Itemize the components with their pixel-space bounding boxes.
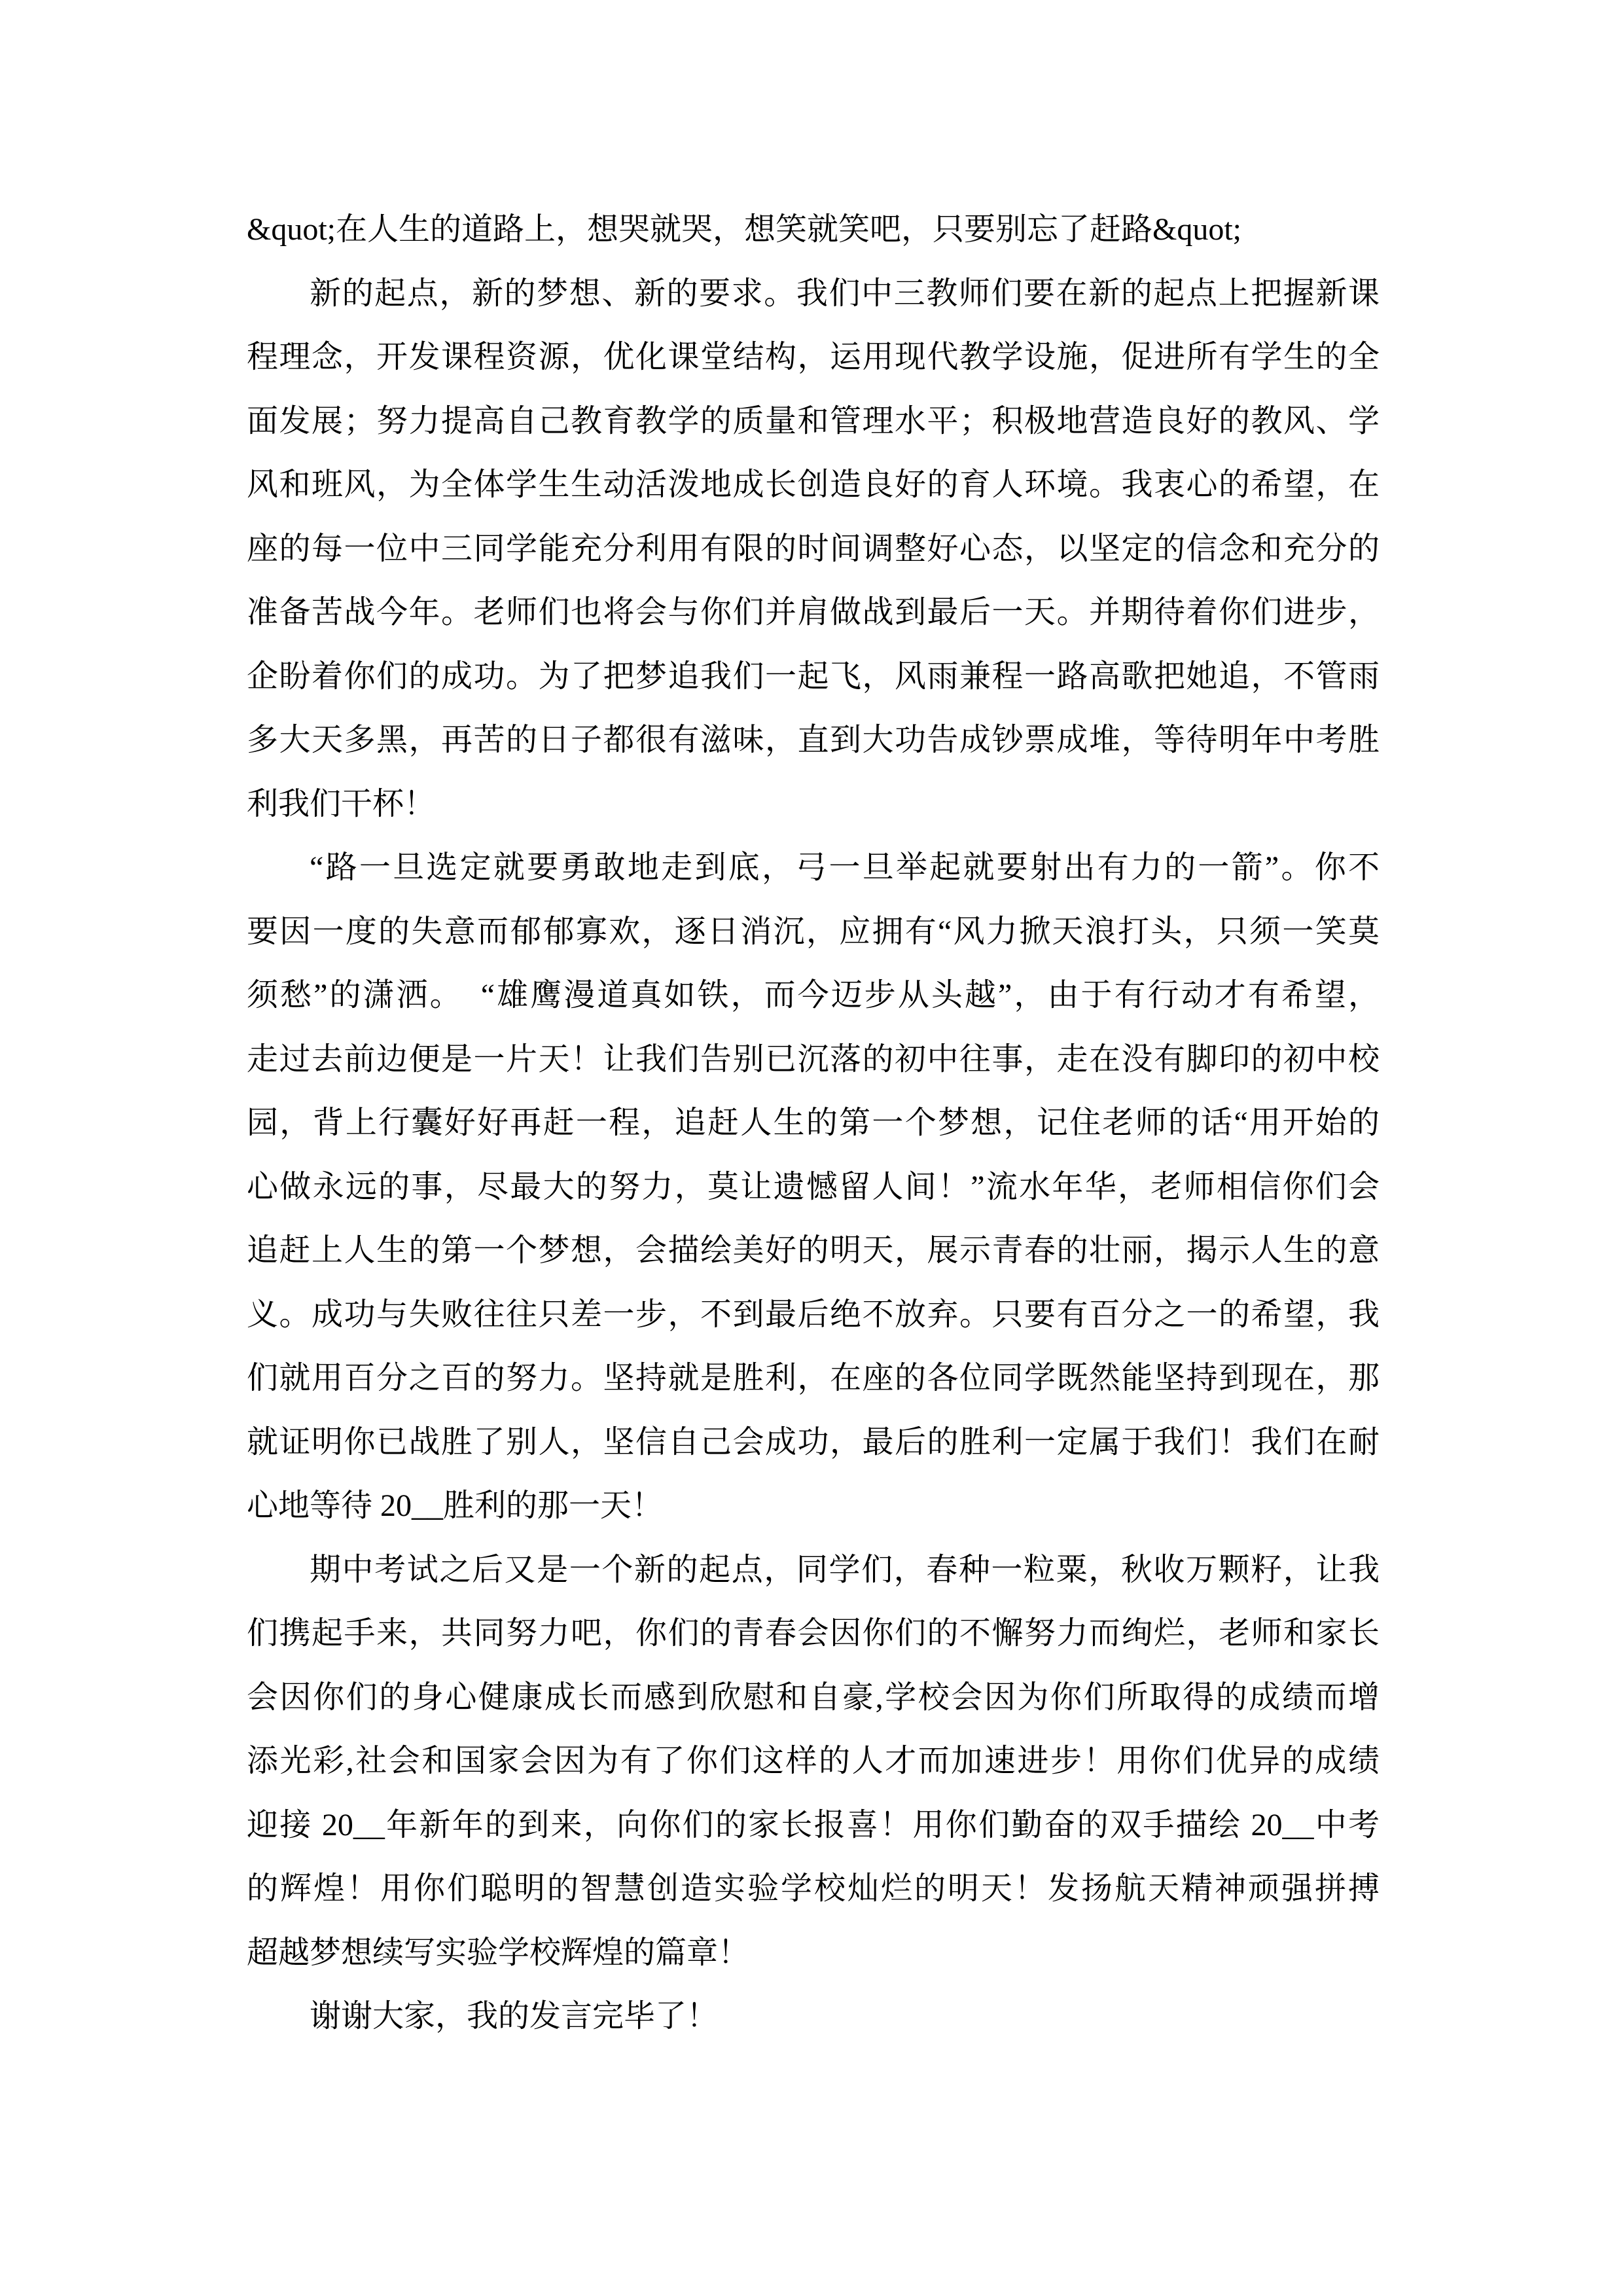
text-line: 义。成功与失败往往只差一步，不到最后绝不放弃。只要有百分之一的希望，我 bbox=[247, 1297, 1380, 1332]
text-line: 风和班风，为全体学生生动活泼地成长创造良好的育人环境。我衷心的希望，在 bbox=[247, 467, 1380, 502]
text-line: 面发展；努力提高自己教育教学的质量和管理水平；积极地营造良好的教风、学 bbox=[247, 403, 1380, 439]
paragraph-new-start bbox=[247, 262, 1380, 836]
text-line: 走过去前边便是一片天！让我们告别已沉落的初中往事，走在没有脚印的初中校 bbox=[247, 1041, 1380, 1077]
text-line: 要因一度的失意而郁郁寡欢，逐日消沉，应拥有“风力掀天浪打头，只须一笑莫 bbox=[247, 914, 1380, 949]
text-line: 利我们干杯！ bbox=[247, 786, 436, 821]
paragraph-quote bbox=[247, 198, 1380, 262]
text-line: 准备苦战今年。老师们也将会与你们并肩做战到最后一天。并期待着你们进步， bbox=[247, 595, 1380, 630]
paragraph-road-chosen bbox=[247, 836, 1380, 1538]
text-line: “路一旦选定就要勇敢地走到底，弓一旦举起就要射出有力的一箭”。你不 bbox=[310, 850, 1380, 885]
text-line: 添光彩,社会和国家会因为有了你们这样的人才而加速进步！用你们优异的成绩 bbox=[247, 1744, 1380, 1778]
text-line: &quot;在人生的道路上，想哭就哭，想笑就笑吧，只要别忘了赶路&quot; bbox=[247, 212, 1242, 247]
text-line: 们就用百分之百的努力。坚持就是胜利，在座的各位同学既然能坚持到现在，那 bbox=[247, 1361, 1380, 1395]
text-line: 座的每一位中三同学能充分利用有限的时间调整好心态，以坚定的信念和充分的 bbox=[247, 531, 1380, 566]
text-line: 心做永远的事，尽最大的努力，莫让遗憾留人间！”流水年华，老师相信你们会 bbox=[247, 1169, 1380, 1204]
text-line: 迎接 20__年新年的到来，向你们的家长报喜！用你们勤奋的双手描绘 20__中考 bbox=[247, 1807, 1380, 1842]
paragraph-midterm bbox=[247, 1538, 1380, 1985]
text-line: 多大天多黑，再苦的日子都很有滋味，直到大功告成钞票成堆，等待明年中考胜 bbox=[247, 723, 1380, 757]
text-line: 心地等待 20__胜利的那一天！ bbox=[247, 1488, 664, 1523]
paragraph-closing bbox=[247, 1984, 1380, 2049]
text-line: 追赶上人生的第一个梦想，会描绘美好的明天，展示青春的壮丽，揭示人生的意 bbox=[247, 1233, 1380, 1268]
text-line: 就证明你已战胜了别人，坚信自己会成功，最后的胜利一定属于我们！我们在耐 bbox=[247, 1424, 1380, 1460]
text-line: 新的起点，新的梦想、新的要求。我们中三教师们要在新的起点上把握新课 bbox=[310, 276, 1380, 311]
text-line: 企盼着你们的成功。为了把梦追我们一起飞，风雨兼程一路高歌把她追，不管雨 bbox=[247, 658, 1380, 694]
text-line: 期中考试之后又是一个新的起点，同学们，春种一粒粟，秋收万颗籽，让我 bbox=[310, 1552, 1380, 1587]
text-line: 的辉煌！用你们聪明的智慧创造实验学校灿烂的明天！发扬航天精神顽强拼搏 bbox=[247, 1871, 1380, 1906]
text-line: 须愁”的潇洒。 “雄鹰漫道真如铁，而今迈步从头越”，由于有行动才有希望， bbox=[247, 978, 1380, 1013]
text-line: 谢谢大家，我的发言完毕了！ bbox=[310, 1999, 719, 2034]
text-line: 程理念，开发课程资源，优化课堂结构，运用现代教学设施，促进所有学生的全 bbox=[247, 340, 1380, 374]
text-line: 会因你们的身心健康成长而感到欣慰和自豪,学校会因为你们所取得的成绩而增 bbox=[247, 1679, 1380, 1715]
text-line: 园，背上行囊好好再赶一程，追赶人生的第一个梦想，记住老师的话“用开始的 bbox=[247, 1105, 1380, 1140]
text-line: 们携起手来，共同努力吧，你们的青春会因你们的不懈努力而绚烂，老师和家长 bbox=[247, 1616, 1380, 1651]
text-line: 超越梦想续写实验学校辉煌的篇章！ bbox=[247, 1935, 750, 1970]
